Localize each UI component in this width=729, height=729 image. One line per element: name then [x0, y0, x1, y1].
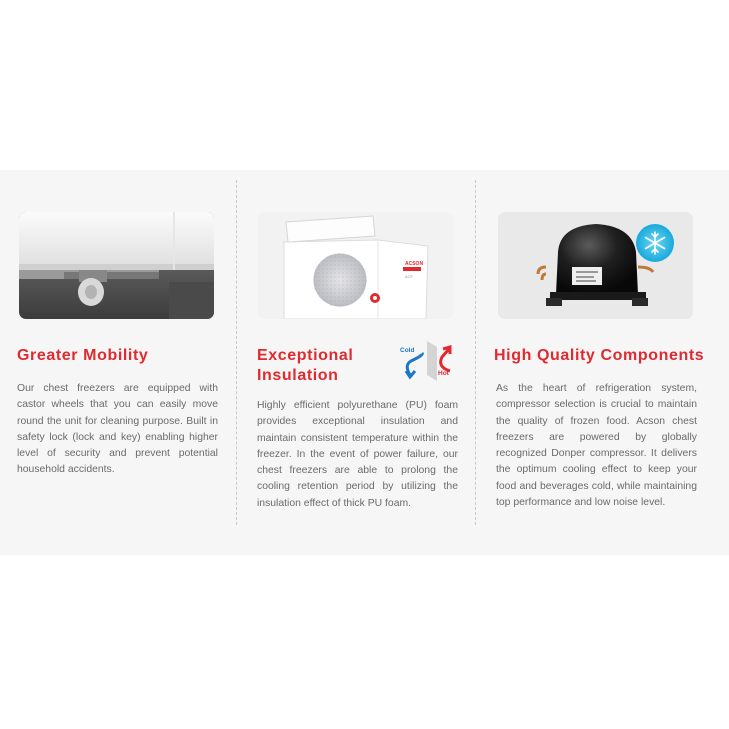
compressor-photo [498, 212, 693, 319]
hot-label: Hot [438, 370, 449, 377]
svg-text:ACF: ACF [405, 274, 413, 279]
feature-body-mobility: Our chest freezers are equipped with castor wheels that you can easily move round the unit for cleaning purpose. Built in safety lock (lock and key) enabling higher level of security and prevent potential household accidents. [17, 383, 218, 476]
hot-cold-insulation-icon [397, 337, 457, 383]
cold-label: Cold [400, 347, 415, 354]
feature-title-mobility: Greater Mobility [17, 347, 149, 364]
chest-freezer-photo [258, 212, 453, 319]
feature-body-insulation: Highly efficient polyurethane (PU) foam provides exceptional insulation and maintain consistent temperature within the freezer. In the event of power failure, our chest freezers are able to prolong the cooling retention period by utilizing the insulation effect of thick PU foam. [257, 400, 458, 509]
feature-title-components: High Quality Components [494, 347, 705, 364]
acson-brand-label: ACSON [405, 261, 424, 267]
castor-wheel-photo [19, 212, 214, 319]
column-divider [236, 180, 237, 525]
feature-body-components: As the heart of refrigeration system, compressor selection is crucial to maintain the quality of frozen food. Acson chest freezers are powered by globally recognized Donper compressor. It delivers the optimum cooling effect to keep your food and beverages cold, while maintaining top performance and low noise level. [496, 383, 697, 509]
column-divider [475, 180, 476, 525]
feature-title-insulation: Exceptional Insulation [257, 347, 354, 384]
